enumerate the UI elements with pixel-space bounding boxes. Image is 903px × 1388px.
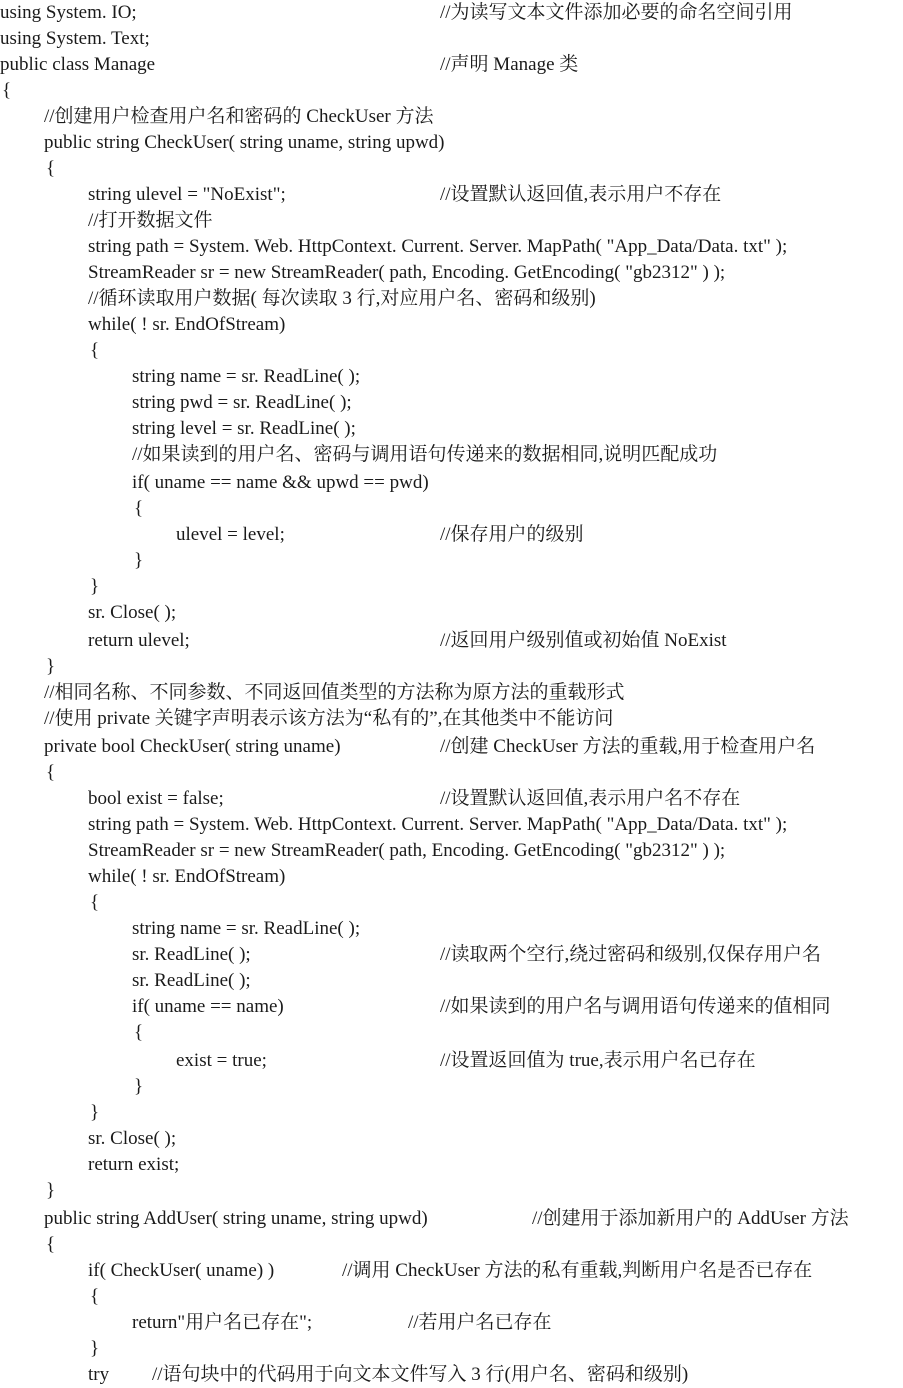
code-text: sr. Close( ); <box>88 602 177 623</box>
code-text: return ulevel; <box>88 630 190 651</box>
code-text: //创建用户检查用户名和密码的 CheckUser 方法 <box>44 106 434 127</box>
code-text: if( CheckUser( uname) ) <box>88 1260 275 1281</box>
code-text: { <box>134 498 144 519</box>
code-text: { <box>46 762 56 783</box>
code-text: return exist; <box>88 1154 180 1175</box>
code-text: sr. Close( ); <box>88 1128 177 1149</box>
code-text: if( uname == name) <box>132 996 284 1017</box>
code-text: string path = System. Web. HttpContext. Current. Server. MapPath( "App_Data/Data. txt" ); <box>88 236 788 257</box>
code-text: using System. IO; <box>0 2 137 23</box>
code-text: string pwd = sr. ReadLine( ); <box>132 392 352 413</box>
code-comment: //返回用户级别值或初始值 NoExist <box>440 630 727 651</box>
code-text: string name = sr. ReadLine( ); <box>132 918 361 939</box>
code-text: string path = System. Web. HttpContext. Current. Server. MapPath( "App_Data/Data. txt" ); <box>88 814 788 835</box>
code-text: StreamReader sr = new StreamReader( path, Encoding. GetEncoding( "gb2312" ) ); <box>88 840 726 861</box>
code-text: string level = sr. ReadLine( ); <box>132 418 356 439</box>
code-text: { <box>90 1286 100 1307</box>
code-comment: //设置默认返回值,表示用户不存在 <box>440 184 722 205</box>
code-comment: //保存用户的级别 <box>440 524 584 545</box>
code-text: } <box>134 550 144 571</box>
code-text: private bool CheckUser( string uname) <box>44 736 341 757</box>
code-text: { <box>134 1022 144 1043</box>
code-text: } <box>90 576 100 597</box>
code-text: } <box>90 1102 100 1123</box>
code-comment: //语句块中的代码用于向文本文件写入 3 行(用户名、密码和级别) <box>152 1364 689 1385</box>
code-comment: //为读写文本文件添加必要的命名空间引用 <box>440 2 793 23</box>
code-text: while( ! sr. EndOfStream) <box>88 866 286 887</box>
code-text: string ulevel = "NoExist"; <box>88 184 286 205</box>
code-comment: //调用 CheckUser 方法的私有重载,判断用户名是否已存在 <box>342 1260 813 1281</box>
code-text: sr. ReadLine( ); <box>132 970 251 991</box>
code-comment: //创建用于添加新用户的 AddUser 方法 <box>532 1208 849 1229</box>
code-text: { <box>2 80 12 101</box>
code-text: } <box>134 1076 144 1097</box>
code-text: public string AddUser( string uname, string upwd) <box>44 1208 428 1229</box>
code-text: } <box>46 1180 56 1201</box>
code-text: ulevel = level; <box>176 524 285 545</box>
code-text: public string CheckUser( string uname, string upwd) <box>44 132 445 153</box>
code-comment: //声明 Manage 类 <box>440 54 579 75</box>
code-text: string name = sr. ReadLine( ); <box>132 366 361 387</box>
code-text: { <box>90 892 100 913</box>
code-comment: //设置默认返回值,表示用户名不存在 <box>440 788 741 809</box>
code-text: //打开数据文件 <box>88 210 213 231</box>
code-comment: //读取两个空行,绕过密码和级别,仅保存用户名 <box>440 944 822 965</box>
code-text: if( uname == name && upwd == pwd) <box>132 472 429 493</box>
code-text: while( ! sr. EndOfStream) <box>88 314 286 335</box>
code-comment: //如果读到的用户名与调用语句传递来的值相同 <box>440 996 831 1017</box>
code-text: //如果读到的用户名、密码与调用语句传递来的数据相同,说明匹配成功 <box>132 444 718 465</box>
code-comment: //创建 CheckUser 方法的重载,用于检查用户名 <box>440 736 816 757</box>
code-text: sr. ReadLine( ); <box>132 944 251 965</box>
code-text: public class Manage <box>0 54 156 75</box>
code-text: { <box>46 1234 56 1255</box>
code-text: return"用户名已存在"; <box>132 1312 313 1333</box>
code-text: { <box>46 158 56 179</box>
code-text: } <box>46 656 56 677</box>
code-text: //使用 private 关键字声明表示该方法为“私有的”,在其他类中不能访问 <box>44 708 614 729</box>
code-text: exist = true; <box>176 1050 267 1071</box>
code-text: //相同名称、不同参数、不同返回值类型的方法称为原方法的重载形式 <box>44 682 625 703</box>
code-text: //循环读取用户数据( 每次读取 3 行,对应用户名、密码和级别) <box>88 288 596 309</box>
code-text: } <box>90 1338 100 1359</box>
code-comment: //若用户名已存在 <box>408 1312 552 1333</box>
code-text: try <box>88 1364 110 1385</box>
code-text: StreamReader sr = new StreamReader( path, Encoding. GetEncoding( "gb2312" ) ); <box>88 262 726 283</box>
code-text: using System. Text; <box>0 28 150 49</box>
code-text: bool exist = false; <box>88 788 224 809</box>
code-text: { <box>90 340 100 361</box>
code-comment: //设置返回值为 true,表示用户名已存在 <box>440 1050 756 1071</box>
